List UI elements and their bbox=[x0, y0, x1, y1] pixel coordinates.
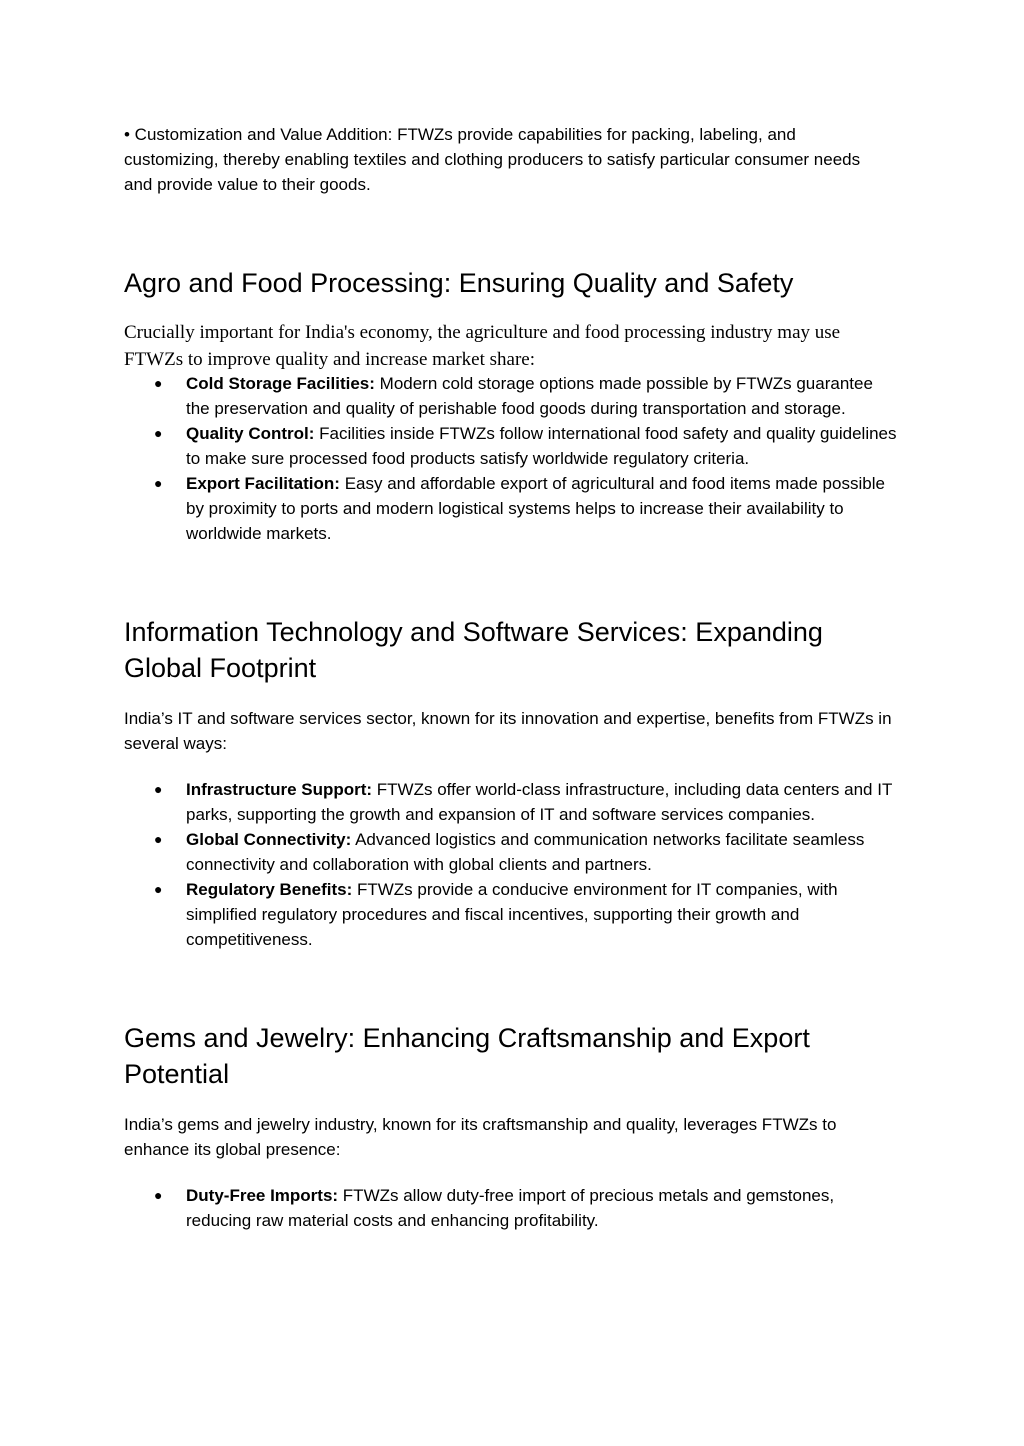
item-text: FTWZs offer world-class infrastructure, including data centers and IT parks, supporting the growth and expansion of IT and software services companies. bbox=[186, 780, 893, 824]
bullet-icon: ● bbox=[154, 881, 163, 897]
item-label: Export Facilitation: bbox=[186, 474, 340, 493]
customization-paragraph: • Customization and Value Addition: FTWZs provide capabilities for packing, labeling, and customizing, thereby enabling textiles and clothing producers to satisfy particular consumer needs and provide value to their goods. bbox=[124, 125, 861, 194]
item-label: Quality Control: bbox=[186, 424, 315, 443]
document-page bbox=[124, 122, 900, 1233]
bullet-icon: ● bbox=[154, 425, 163, 441]
section-heading-gems: Gems and Jewelry: Enhancing Craftsmanship and Export Potential bbox=[124, 1023, 810, 1089]
item-label: Duty-Free Imports: bbox=[186, 1186, 339, 1205]
section-intro-agro: Crucially important for India's economy, the agriculture and food processing industry may use FTWZs to improve quality and increase market share: bbox=[124, 322, 841, 370]
bullet-list-gems bbox=[124, 1183, 900, 1233]
bullet-list-it bbox=[124, 777, 900, 952]
bullet-icon: ● bbox=[154, 781, 163, 797]
section-intro-it: India’s IT and software services sector, known for its innovation and expertise, benefits from FTWZs in several ways: bbox=[124, 709, 892, 753]
section-heading-agro: Agro and Food Processing: Ensuring Quality and Safety bbox=[124, 268, 794, 298]
list-item bbox=[124, 827, 900, 877]
list-item bbox=[124, 421, 900, 471]
item-text: Easy and affordable export of agricultural and food items made possible by proximity to ports and modern logistical systems helps to increase their availability to worldwide markets. bbox=[186, 474, 885, 543]
bullet-list-agro bbox=[124, 371, 900, 546]
bullet-icon: ● bbox=[154, 475, 163, 491]
section-heading-it: Information Technology and Software Services: Expanding Global Footprint bbox=[124, 617, 823, 683]
item-label: Regulatory Benefits: bbox=[186, 880, 353, 899]
bullet-icon: ● bbox=[154, 1187, 163, 1203]
item-label: Global Connectivity: bbox=[186, 830, 352, 849]
section-intro-gems: India’s gems and jewelry industry, known for its craftsmanship and quality, leverages FTWZs to enhance its global presence: bbox=[124, 1115, 837, 1159]
list-item bbox=[124, 877, 900, 952]
bullet-icon: ● bbox=[154, 831, 163, 847]
list-item bbox=[124, 777, 900, 827]
item-text: FTWZs allow duty-free import of precious metals and gemstones, reducing raw material costs and enhancing profitability. bbox=[186, 1186, 835, 1230]
list-item bbox=[124, 371, 900, 421]
item-text: FTWZs provide a conducive environment for IT companies, with simplified regulatory procedures and fiscal incentives, supporting their growth and competitiveness. bbox=[186, 880, 838, 949]
item-text: Advanced logistics and communication networks facilitate seamless connectivity and collaboration with global clients and partners. bbox=[186, 830, 865, 874]
item-label: Cold Storage Facilities: bbox=[186, 374, 375, 393]
list-item bbox=[124, 1183, 900, 1233]
item-text: Modern cold storage options made possible by FTWZs guarantee the preservation and quality of perishable food goods during transportation and storage. bbox=[186, 374, 873, 418]
item-text: Facilities inside FTWZs follow international food safety and quality guidelines to make sure processed food products satisfy worldwide regulatory criteria. bbox=[186, 424, 897, 468]
item-label: Infrastructure Support: bbox=[186, 780, 373, 799]
bullet-icon: ● bbox=[154, 375, 163, 391]
list-item bbox=[124, 471, 900, 546]
